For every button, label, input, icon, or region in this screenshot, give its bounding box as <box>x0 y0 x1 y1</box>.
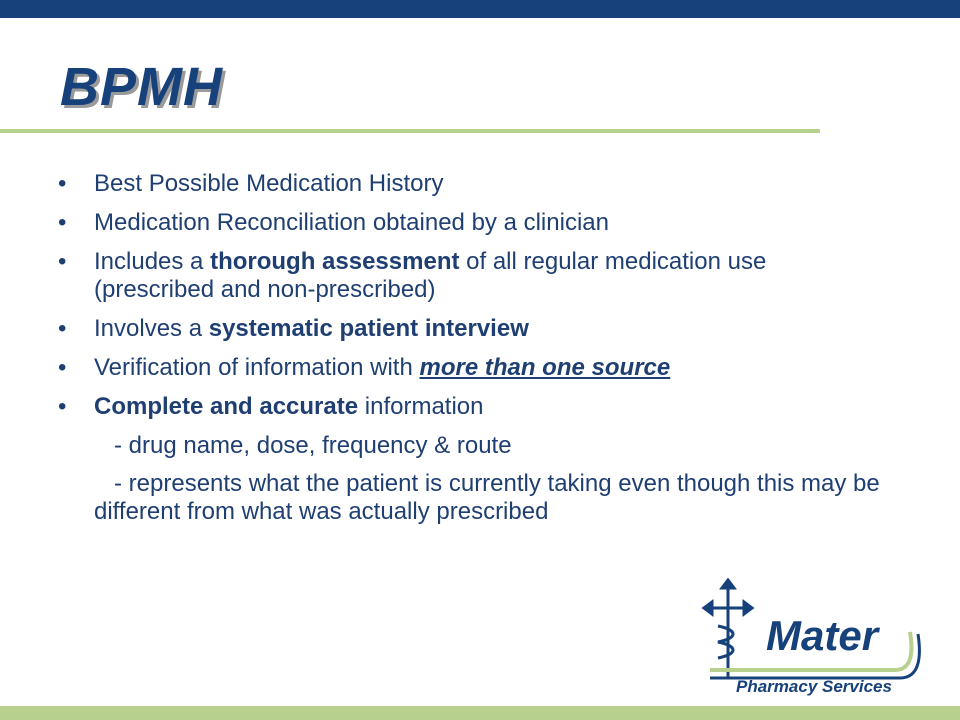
bullet-item <box>58 248 888 304</box>
bullet-item <box>58 209 888 237</box>
bullet-marker: • <box>58 315 67 342</box>
sub-item <box>58 470 888 526</box>
cross-icon <box>704 580 752 678</box>
sub-item <box>58 432 888 460</box>
top-accent-bar <box>0 0 960 18</box>
logo-name: Mater <box>766 612 879 659</box>
emphasized-phrase: more than one source <box>419 354 671 381</box>
bullet-marker: • <box>58 170 67 197</box>
bullet-item <box>58 170 888 198</box>
bullet-marker: • <box>58 209 67 236</box>
bullet-item <box>58 393 888 421</box>
bullet-text: Involves a <box>94 315 209 342</box>
bullet-list <box>58 170 888 536</box>
bold-phrase: Complete and accurate <box>94 393 359 420</box>
bullet-marker: • <box>58 248 67 275</box>
bottom-accent-bar <box>0 706 960 720</box>
mater-pharmacy-logo <box>700 578 922 696</box>
bullet-text: Best Possible Medication History <box>94 170 444 197</box>
sub-item-text: - drug name, dose, frequency & route <box>114 432 512 459</box>
bold-phrase: systematic patient interview <box>208 315 529 342</box>
bullet-text: Verification of information with <box>94 354 420 381</box>
bullet-marker: • <box>58 393 67 420</box>
bullet-item <box>58 315 888 343</box>
bullet-text: Medication Reconciliation obtained by a clinician <box>94 209 609 236</box>
slide-title: BPMH <box>60 57 223 117</box>
bullet-marker: • <box>58 354 67 381</box>
sub-item-text: - represents what the patient is currently taking even though this may be different from what was actually prescribed <box>94 470 880 525</box>
logo-graphic <box>700 578 922 696</box>
bullet-item <box>58 354 888 382</box>
logo-tagline: Pharmacy Services <box>736 677 892 696</box>
bullet-text: information <box>358 393 484 420</box>
bullet-text: of all regular medication use (prescribed and non-prescribed) <box>94 248 767 303</box>
title-divider <box>0 129 820 133</box>
bold-phrase: thorough assessment <box>210 248 460 275</box>
bullet-text: Includes a <box>94 248 211 275</box>
